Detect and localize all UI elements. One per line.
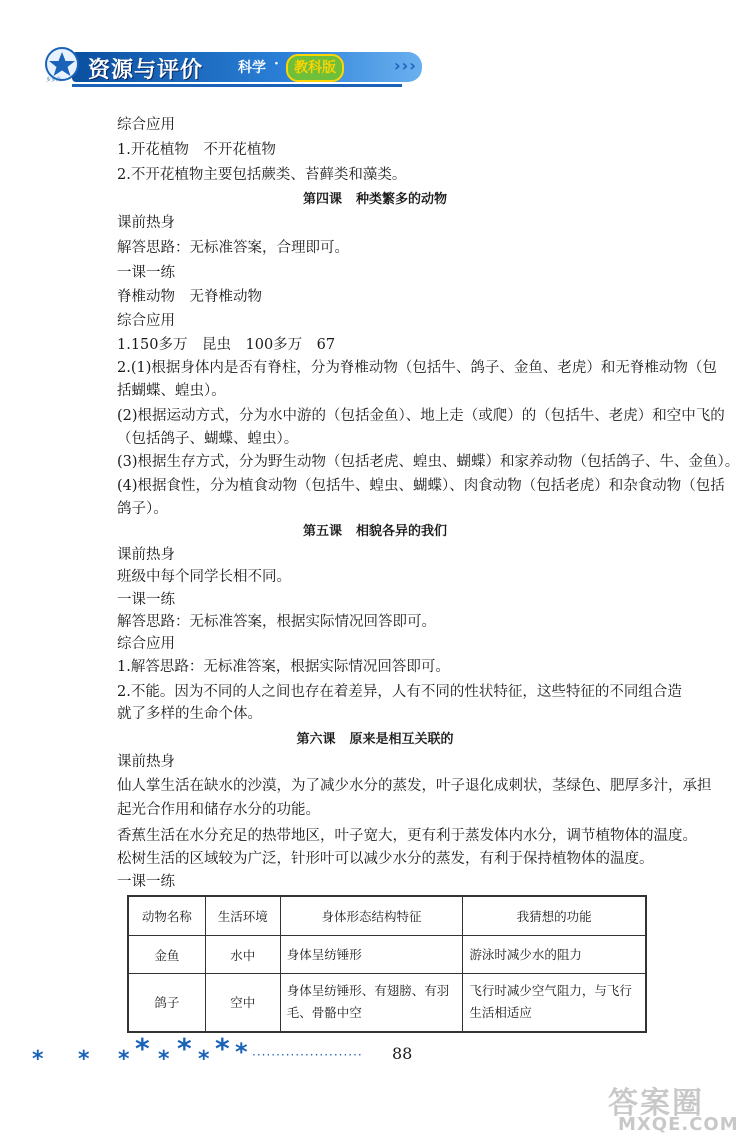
answer-line: (2)根据运动方式，分为水中游的（包括金鱼）、地上走（或爬）的（包括牛、老虎）和空中飞的 bbox=[117, 408, 725, 424]
subject-label: 科学 bbox=[238, 60, 266, 76]
page-number: 88 bbox=[392, 1044, 413, 1063]
asterisk-star-icon bbox=[30, 1048, 50, 1068]
section-label: 综合应用 bbox=[117, 117, 175, 133]
svg-text:*: * bbox=[118, 1048, 130, 1068]
answer-line: 脊椎动物 无脊椎动物 bbox=[117, 289, 262, 305]
asterisk-star-icon bbox=[134, 1036, 158, 1060]
separator-dot: · bbox=[274, 56, 279, 72]
table-cell: 金鱼 bbox=[128, 936, 205, 974]
answer-line: 解答思路：无标准答案，根据实际情况回答即可。 bbox=[117, 614, 436, 630]
watermark-logo bbox=[600, 1078, 745, 1136]
book-title: 资源与评价 bbox=[88, 58, 204, 83]
table-header-cell: 我猜想的功能 bbox=[463, 896, 646, 936]
asterisk-star-icon bbox=[196, 1048, 216, 1068]
star-decoration bbox=[30, 1036, 260, 1076]
answer-line: 2.(1)根据身体内是否有脊柱，分为脊椎动物（包括牛、鸽子、金鱼、老虎）和无脊椎动物（包 bbox=[117, 360, 717, 376]
watermark-text: 答案圈 bbox=[608, 1086, 704, 1121]
asterisk-star-icon bbox=[76, 1048, 96, 1068]
lesson-heading bbox=[0, 190, 750, 210]
svg-text:*: * bbox=[32, 1048, 44, 1068]
chevron-arrows-icon: ››› bbox=[394, 56, 417, 75]
table-header-cell: 身体形态结构特征 bbox=[280, 896, 463, 936]
animal-features-table bbox=[127, 895, 647, 1033]
answer-line: 2.不能。因为不同的人之间也存在着差异，人有不同的性状特征，这些特征的不同组合造 bbox=[117, 684, 682, 700]
table-header-cell: 生活环境 bbox=[205, 896, 280, 936]
table-header-cell: 动物名称 bbox=[128, 896, 205, 936]
svg-text:*: * bbox=[198, 1048, 210, 1068]
answer-line: (3)根据生存方式，分为野生动物（包括老虎、蝗虫、蝴蝶）和家养动物（包括鸽子、牛、金鱼）。 bbox=[117, 454, 740, 470]
table-cell: 身体呈纺锤形 bbox=[280, 936, 463, 974]
lesson-title: 原来是相互关联的 bbox=[349, 732, 454, 747]
dotted-leader: ······················· bbox=[252, 1048, 363, 1062]
section-label: 综合应用 bbox=[117, 313, 175, 329]
answer-line: 就了多样的生命个体。 bbox=[117, 706, 262, 722]
section-label: 一课一练 bbox=[117, 265, 175, 281]
table-cell: 游泳时减少水的阻力 bbox=[463, 936, 646, 974]
header-banner bbox=[42, 42, 422, 92]
asterisk-star-icon bbox=[116, 1048, 136, 1068]
answer-line: 解答思路：无标准答案，合理即可。 bbox=[117, 240, 349, 256]
answer-line: 起光合作用和储存水分的功能。 bbox=[117, 802, 320, 818]
svg-text:*: * bbox=[215, 1036, 230, 1060]
table-cell: 鸽子 bbox=[128, 974, 205, 1032]
lesson-heading bbox=[0, 522, 750, 542]
table-cell: 身体呈纺锤形、有翅膀、有羽毛、骨骼中空 bbox=[280, 974, 463, 1032]
table-row bbox=[128, 936, 646, 974]
section-label: 一课一练 bbox=[117, 874, 175, 890]
table-cell: 飞行时减少空气阻力，与飞行生活相适应 bbox=[463, 974, 646, 1032]
lesson-heading bbox=[0, 730, 750, 750]
answer-line: (4)根据食性，分为植食动物（包括牛、蝗虫、蝴蝶）、肉食动物（包括老虎）和杂食动物（包括 bbox=[117, 478, 725, 494]
table-header-row bbox=[128, 896, 646, 936]
answer-line: 鸽子）。 bbox=[117, 501, 168, 517]
answer-line: 班级中每个同学长相不同。 bbox=[117, 569, 291, 585]
edition-badge: 教科版 bbox=[286, 54, 344, 82]
asterisk-star-icon bbox=[156, 1048, 176, 1068]
table-cell: 空中 bbox=[205, 974, 280, 1032]
star-logo-icon bbox=[42, 46, 82, 90]
svg-text:*: * bbox=[78, 1048, 90, 1068]
answer-line: 1.开花植物 不开花植物 bbox=[117, 142, 276, 158]
answer-line: 松树生活的区域较为广泛，针形叶可以减少水分的蒸发，有利于保持植物体的温度。 bbox=[117, 851, 654, 867]
lesson-title: 种类繁多的动物 bbox=[356, 192, 448, 207]
section-label: 课前热身 bbox=[117, 754, 175, 770]
lesson-title: 相貌各异的我们 bbox=[356, 524, 448, 539]
section-label: 综合应用 bbox=[117, 636, 175, 652]
svg-text:*: * bbox=[235, 1040, 248, 1062]
banner-stripe bbox=[72, 84, 402, 87]
lesson-number: 第四课 bbox=[302, 192, 342, 207]
answer-line: 括蝴蝶、蝗虫）。 bbox=[117, 383, 226, 399]
lesson-number: 第六课 bbox=[296, 732, 336, 747]
svg-text:*: * bbox=[135, 1036, 150, 1060]
svg-text:*: * bbox=[158, 1048, 170, 1068]
answer-line: 香蕉生活在水分充足的热带地区，叶子宽大，更有利于蒸发体内水分，调节植物体的温度。 bbox=[117, 828, 697, 844]
answer-line: 1.150多万 昆虫 100多万 67 bbox=[117, 337, 336, 353]
section-label: 课前热身 bbox=[117, 215, 175, 231]
answer-line: 1.解答思路：无标准答案，根据实际情况回答即可。 bbox=[117, 659, 450, 675]
answer-line: 仙人掌生活在缺水的沙漠，为了减少水分的蒸发，叶子退化成刺状，茎绿色、肥厚多汁，承担 bbox=[117, 778, 712, 794]
section-label: 一课一练 bbox=[117, 592, 175, 608]
svg-text:*: * bbox=[177, 1036, 192, 1060]
table-cell: 水中 bbox=[205, 936, 280, 974]
table-row bbox=[128, 974, 646, 1032]
lesson-number: 第五课 bbox=[302, 524, 342, 539]
answer-line: 2.不开花植物主要包括蕨类、苔藓类和藻类。 bbox=[117, 167, 407, 183]
section-label: 课前热身 bbox=[117, 547, 175, 563]
answer-line: （包括鸽子、蝴蝶、蝗虫）。 bbox=[117, 431, 299, 447]
watermark-url: MXQE.COM bbox=[618, 1114, 739, 1135]
logo-label: 步步高 bbox=[46, 77, 62, 83]
